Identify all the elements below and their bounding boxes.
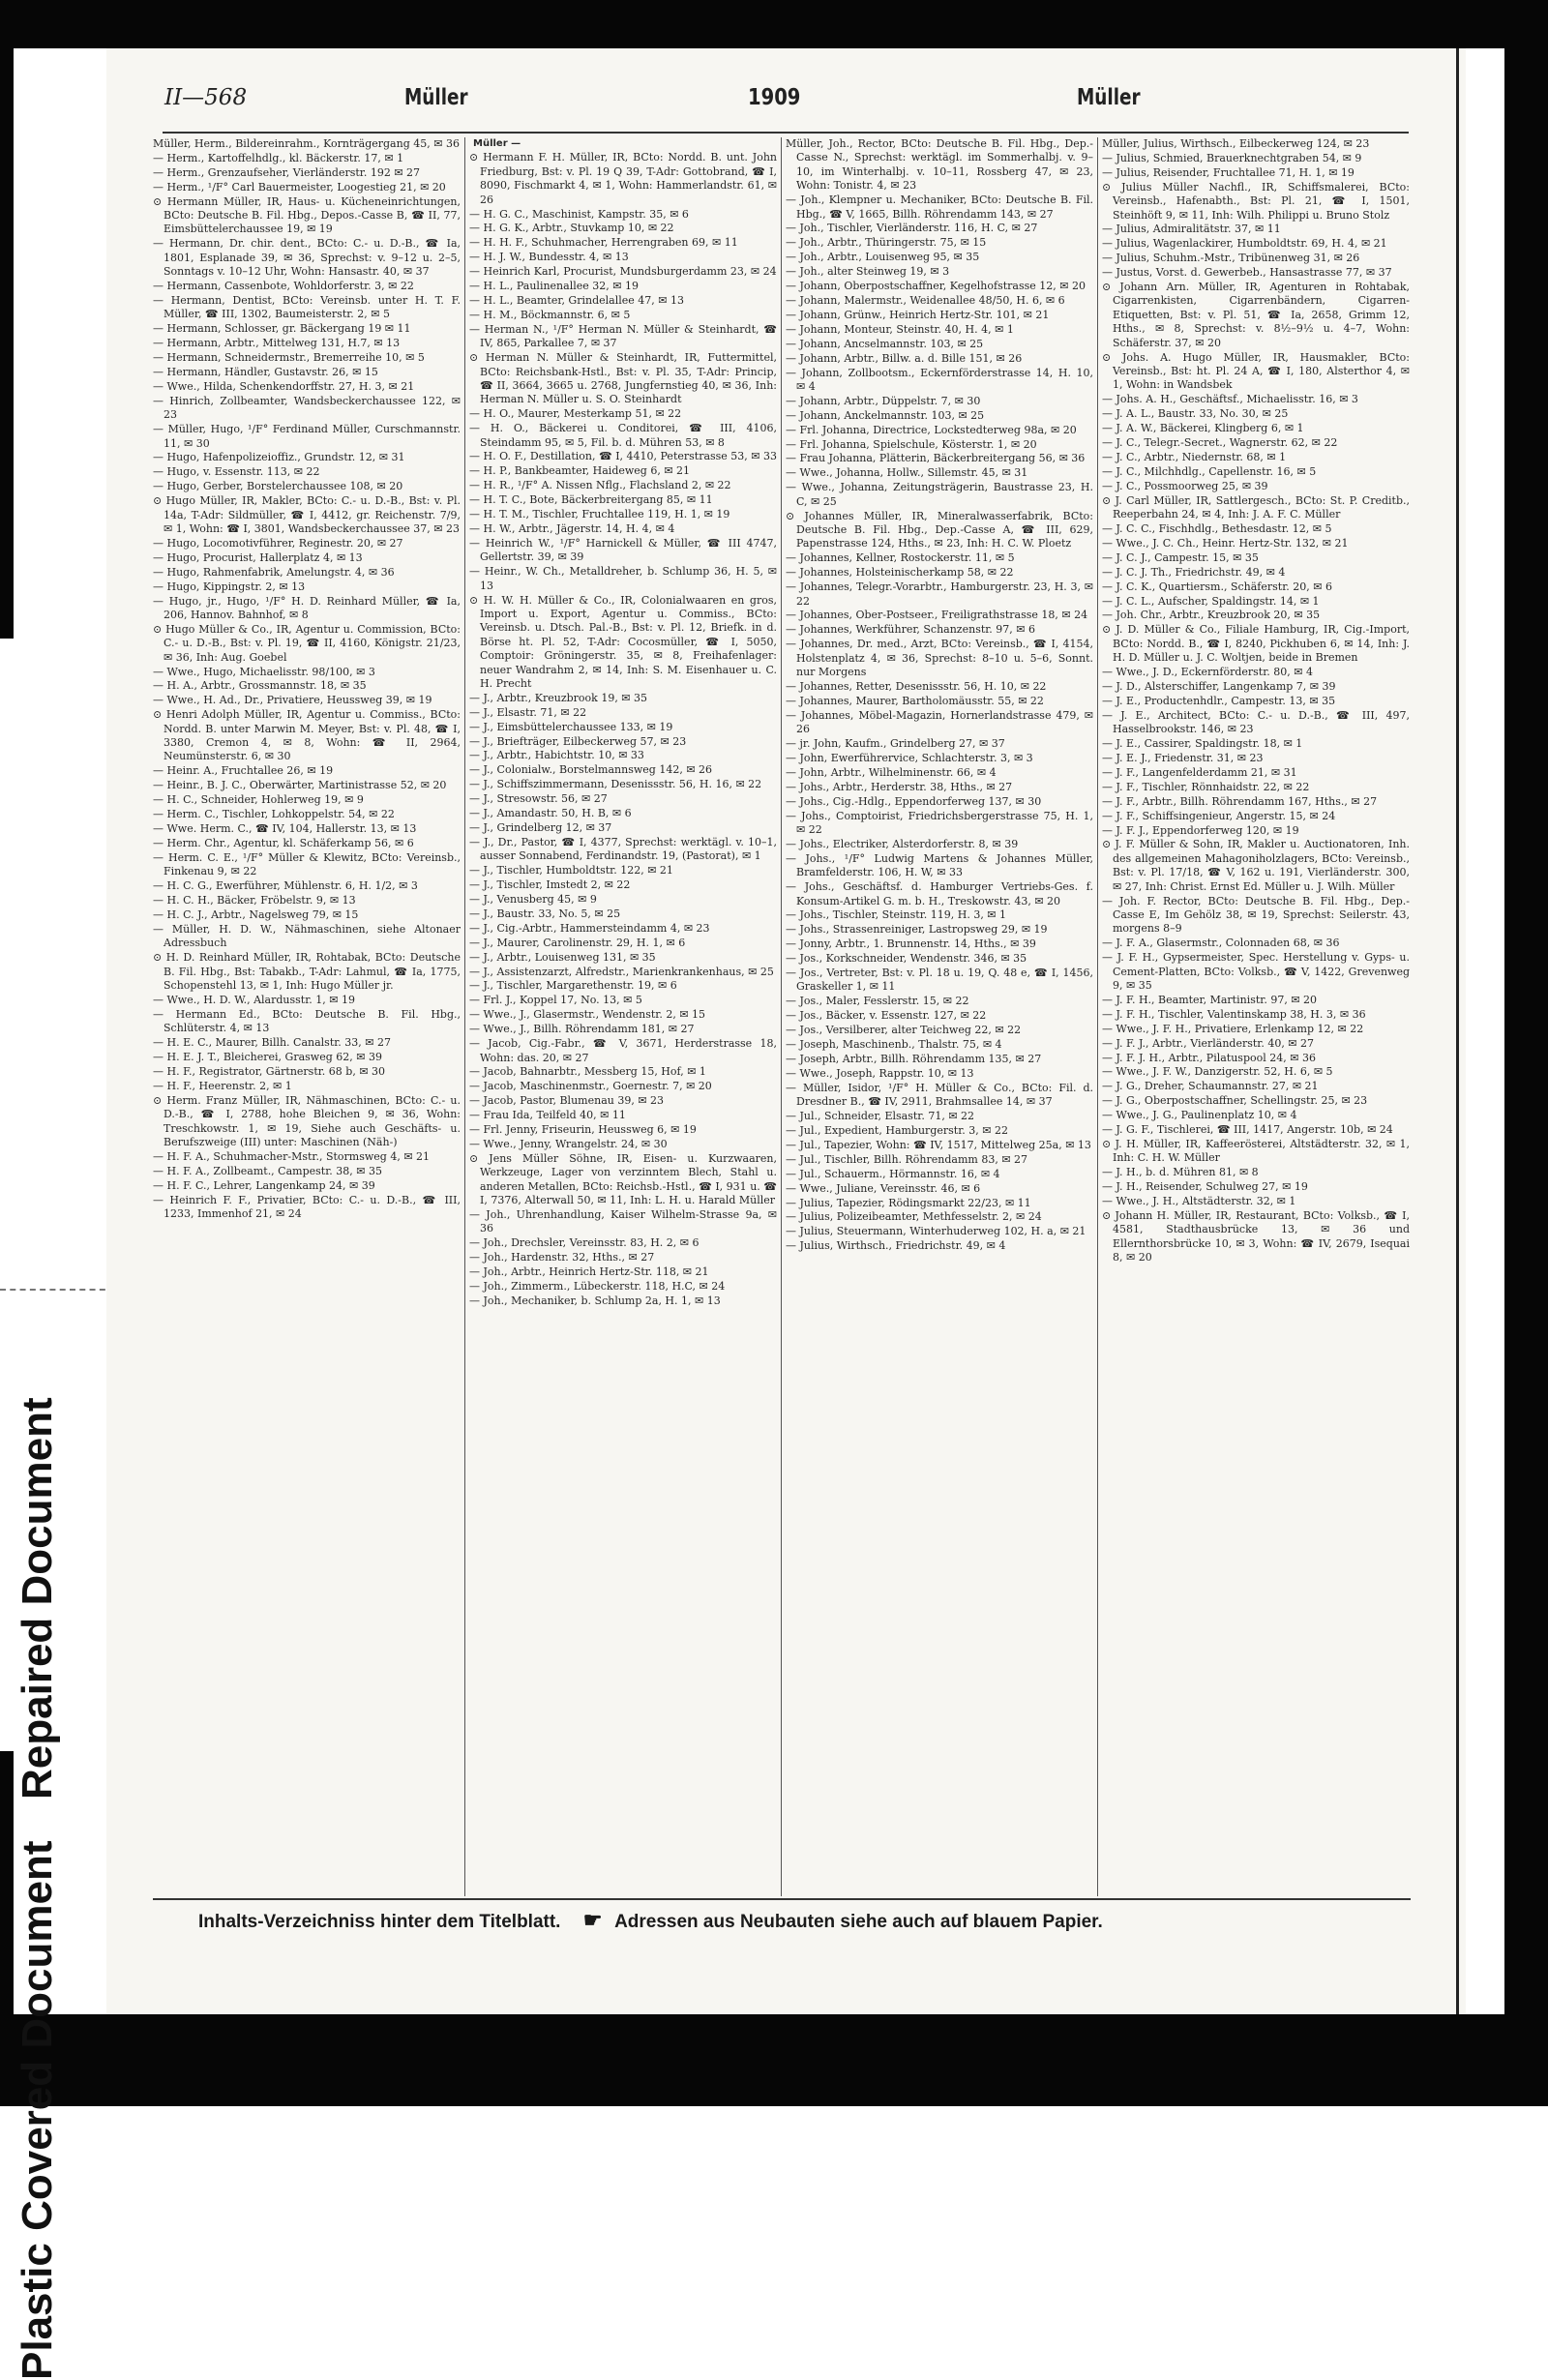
directory-entry: — H. G. C., Maschinist, Kampstr. 35, ✉ 6 <box>469 208 777 222</box>
directory-entry: — J., Dr., Pastor, ☎ I, 4377, Sprechst: werktägl. v. 10–1, ausser Sonnabend, Ferdinandstr. 19, (Pastorat), ✉ 1 <box>469 836 777 864</box>
header-surname-left: Müller <box>404 85 468 110</box>
directory-entry: — Hermann, Händler, Gustavstr. 26, ✉ 15 <box>153 366 461 379</box>
directory-entry: — J. C. C., Fischhdlg., Bethesdastr. 12, ✉ 5 <box>1102 522 1410 536</box>
directory-entry: — Johann, Monteur, Steinstr. 40, H. 4, ✉ 1 <box>786 323 1093 337</box>
directory-entry: — Jul., Schneider, Elsastr. 71, ✉ 22 <box>786 1110 1093 1123</box>
directory-entry: ⊙ Johannes Müller, IR, Mineralwasserfabrik, BCto: Deutsche B. Fil. Hbg., Dep.-Casse A, ☎ III, 629, Papenstrasse 124, Hths., ✉ 23, Inh: H. C. W. Ploetz <box>786 510 1093 551</box>
directory-entry: — Jos., Bäcker, v. Essenstr. 127, ✉ 22 <box>786 1009 1093 1023</box>
directory-entry: — Jul., Schauerm., Hörmannstr. 16, ✉ 4 <box>786 1168 1093 1181</box>
directory-entry: — Hugo, Procurist, Hallerplatz 4, ✉ 13 <box>153 551 461 565</box>
directory-entry: — Heinrich Karl, Procurist, Mundsburgerdamm 23, ✉ 24 <box>469 265 777 279</box>
directory-entry: — Frl. Johanna, Spielschule, Kösterstr. 1, ✉ 20 <box>786 438 1093 452</box>
directory-entry: — J., Tischler, Humboldtstr. 122, ✉ 21 <box>469 864 777 878</box>
directory-entry: — Johs., Tischler, Steinstr. 119, H. 3, ✉ 1 <box>786 908 1093 922</box>
directory-entry: — Julius, Steuermann, Winterhuderweg 102, H. a, ✉ 21 <box>786 1225 1093 1238</box>
directory-entry: — Joh., Arbtr., Louisenweg 95, ✉ 35 <box>786 251 1093 264</box>
directory-entry: — Joh., Klempner u. Mechaniker, BCto: Deutsche B. Fil. Hbg., ☎ V, 1665, Billh. Röhrendamm 143, ✉ 27 <box>786 193 1093 222</box>
directory-entry: — Joh., Drechsler, Vereinsstr. 83, H. 2, ✉ 6 <box>469 1236 777 1250</box>
directory-entry: ⊙ Herm. Franz Müller, IR, Nähmaschinen, BCto: C.- u. D.-B., ☎ I, 2788, hohe Bleichen 9, ✉ 36, Wohn: Treschkowstr. 1, ✉ 19, Siehe auch Geschäfts- u. Berufszweige (III) unter: Maschinen (Näh-) <box>153 1094 461 1150</box>
directory-entry: — Johannes, Möbel-Magazin, Hornerlandstrasse 479, ✉ 26 <box>786 709 1093 737</box>
directory-entry: — J. E., Cassirer, Spaldingstr. 18, ✉ 1 <box>1102 737 1410 751</box>
directory-entry: — Johannes, Retter, Desenissstr. 56, H. 10, ✉ 22 <box>786 680 1093 694</box>
column-divider <box>781 137 782 1896</box>
directory-entry: ⊙ J. Carl Müller, IR, Sattlergesch., BCto: St. P. Creditb., Reeperbahn 24, ✉ 4, Inh: J. A. F. C. Müller <box>1102 494 1410 522</box>
directory-entry: — Frl. Jenny, Friseurin, Heussweg 6, ✉ 19 <box>469 1123 777 1137</box>
directory-entry: — Julius, Tapezier, Rödingsmarkt 22/23, ✉ 11 <box>786 1197 1093 1210</box>
directory-entry: — Jacob, Pastor, Blumenau 39, ✉ 23 <box>469 1094 777 1108</box>
directory-entry: — J. F., Tischler, Rönnhaidstr. 22, ✉ 22 <box>1102 781 1410 794</box>
directory-entry: — Johann, Malermstr., Weidenallee 48/50, H. 6, ✉ 6 <box>786 294 1093 308</box>
directory-entry: — H. A., Arbtr., Grossmannstr. 18, ✉ 35 <box>153 679 461 693</box>
directory-entry: — H. L., Beamter, Grindelallee 47, ✉ 13 <box>469 294 777 308</box>
directory-entry: — Frau Ida, Teilfeld 40, ✉ 11 <box>469 1109 777 1122</box>
scan-border-bottom <box>0 2014 1548 2106</box>
directory-entry: — H. F. A., Zollbeamt., Campestr. 38, ✉ 35 <box>153 1165 461 1178</box>
directory-entry: ⊙ J. D. Müller & Co., Filiale Hamburg, IR, Cig.-Import, BCto: Nordd. B., ☎ I, 8240, Pickhuben 6, ✉ 14, Inh: J. H. D. Müller u. J. C. Woltjen, beide in Bremen <box>1102 623 1410 665</box>
directory-entry: — J., Assistenzarzt, Alfredstr., Marienkrankenhaus, ✉ 25 <box>469 966 777 979</box>
directory-entry: ⊙ J. H. Müller, IR, Kaffeerösterei, Altstädterstr. 32, ✉ 1, Inh: C. H. W. Müller <box>1102 1138 1410 1166</box>
directory-entry: — H. T. M., Tischler, Fruchtallee 119, H. 1, ✉ 19 <box>469 508 777 521</box>
directory-entry: — Hermann, Arbtr., Mittelweg 131, H.7, ✉ 13 <box>153 337 461 350</box>
directory-entry: — Johannes, Ober-Postseer., Freiligrathstrasse 18, ✉ 24 <box>786 609 1093 622</box>
directory-entry: — J. F., Arbtr., Billh. Röhrendamm 167, Hths., ✉ 27 <box>1102 795 1410 809</box>
directory-entry: — J., Tischler, Imstedt 2, ✉ 22 <box>469 878 777 892</box>
directory-entry: — Heinrich F. F., Privatier, BCto: C.- u. D.-B., ☎ III, 1233, Immenhof 21, ✉ 24 <box>153 1194 461 1222</box>
directory-entry: ⊙ Hermann F. H. Müller, IR, BCto: Nordd. B. unt. John Friedburg, Bst: v. Pl. 19 Q 39, T-Adr: Gottobrand, ☎ I, 8090, Fischmarkt 4, ✉ 1, Wohn: Hammerlandstr. 61, ✉ 26 <box>469 151 777 207</box>
directory-entry: — J. C., Arbtr., Niedernstr. 68, ✉ 1 <box>1102 451 1410 464</box>
directory-entry: — Heinrich W., ¹/F° Harnickell & Müller, ☎ III 4747, Gellertstr. 39, ✉ 39 <box>469 537 777 565</box>
directory-entry: — Jos., Maler, Fesslerstr. 15, ✉ 22 <box>786 995 1093 1008</box>
directory-entry: — Joh., Hardenstr. 32, Hths., ✉ 27 <box>469 1251 777 1264</box>
directory-entry: — Hugo, Hafenpolizeioffiz., Grundstr. 12, ✉ 31 <box>153 451 461 464</box>
directory-entry: — J., Cig.-Arbtr., Hammersteindamm 4, ✉ 23 <box>469 922 777 936</box>
directory-entry: — Frl. Johanna, Directrice, Lockstedterweg 98a, ✉ 20 <box>786 424 1093 437</box>
directory-entry: — J., Colonialw., Borstelmannsweg 142, ✉ 26 <box>469 763 777 777</box>
directory-entry: — J. F. J. H., Arbtr., Pilatuspool 24, ✉ 36 <box>1102 1052 1410 1065</box>
directory-entry: — Hugo, v. Essenstr. 113, ✉ 22 <box>153 465 461 479</box>
directory-entry: — Julius, Polizeibeamter, Methfesselstr. 2, ✉ 24 <box>786 1210 1093 1224</box>
directory-entry: — H. E. J. T., Bleicherei, Grasweg 62, ✉ 39 <box>153 1051 461 1064</box>
directory-entry: — Heinr., W. Ch., Metalldreher, b. Schlump 36, H. 5, ✉ 13 <box>469 565 777 593</box>
directory-entry: — J. H., b. d. Mühren 81, ✉ 8 <box>1102 1166 1410 1179</box>
page-binding-line <box>1456 48 1459 2014</box>
directory-entry: ⊙ Henri Adolph Müller, IR, Agentur u. Commiss., BCto: Nordd. B. unter Marwin M. Meyer, Bst: v. Pl. 48, ☎ I, 3380, Cremon 4, ✉ 8, Wohn: ☎ II, 2964, Neumünsterstr. 6, ✉ 30 <box>153 708 461 764</box>
directory-entry: — H. M., Böckmannstr. 6, ✉ 5 <box>469 309 777 322</box>
directory-entry: — Wwe., J. H., Altstädterstr. 32, ✉ 1 <box>1102 1195 1410 1208</box>
directory-entry: — J. E., Productenhdlr., Campestr. 13, ✉ 35 <box>1102 695 1410 708</box>
directory-entry: — Johannes, Dr. med., Arzt, BCto: Vereinsb., ☎ I, 4154, Holstenplatz 4, ✉ 36, Sprechst: 8–10 u. 5–6, Sonnt. nur Morgens <box>786 638 1093 679</box>
directory-entry: — Wwe., Johanna, Hollw., Sillemstr. 45, ✉ 31 <box>786 466 1093 480</box>
directory-entry: — J. C., Milchhdlg., Capellenstr. 16, ✉ 5 <box>1102 465 1410 479</box>
directory-entry: — Johann, Ancselmannstr. 103, ✉ 25 <box>786 338 1093 351</box>
directory-entry: — Johs., Arbtr., Herderstr. 38, Hths., ✉ 27 <box>786 781 1093 794</box>
directory-entry: — Hermann Ed., BCto: Deutsche B. Fil. Hbg., Schlüterstr. 4, ✉ 13 <box>153 1008 461 1036</box>
directory-entry: — Hinrich, Zollbeamter, Wandsbeckerchaussee 122, ✉ 23 <box>153 395 461 423</box>
directory-entry: — J. A. L., Baustr. 33, No. 30, ✉ 25 <box>1102 407 1410 421</box>
directory-entry: — Julius, Schmied, Brauerknechtgraben 54, ✉ 9 <box>1102 152 1410 165</box>
directory-entry: — Johannes, Kellner, Rostockerstr. 11, ✉ 5 <box>786 551 1093 565</box>
directory-entry: — Hermann, Dr. chir. dent., BCto: C.- u. D.-B., ☎ Ia, 1801, Esplanade 39, ✉ 36, Sprechst: v. 9–12 u. 2–5, Sonntags v. 10–12 Uhr, Wohn: Hansastr. 40, ✉ 37 <box>153 237 461 279</box>
directory-entry: — Johannes, Werkführer, Schanzenstr. 97, ✉ 6 <box>786 623 1093 637</box>
directory-entry: ⊙ J. F. Müller & Sohn, IR, Makler u. Auctionatoren, Inh. des allgemeinen Mahagoniholzlagers, BCto: Vereinsb., Bst: v. Pl. 17/18, ☎ V, 162 u. 191, Vierländerstr. 300, ✉ 27, Inh: Christ. Ernst Ed. Müller u. J. Wilh. Müller <box>1102 838 1410 894</box>
directory-entry: — H. F. A., Schuhmacher-Mstr., Stormsweg 4, ✉ 21 <box>153 1150 461 1164</box>
directory-entry: — H. C. G., Ewerführer, Mühlenstr. 6, H. 1/2, ✉ 3 <box>153 879 461 893</box>
directory-entry: — H. R., ¹/F° A. Nissen Nflg., Flachsland 2, ✉ 22 <box>469 479 777 492</box>
directory-columns <box>153 137 1411 1896</box>
directory-entry: ⊙ H. D. Reinhard Müller, IR, Rohtabak, BCto: Deutsche B. Fil. Hbg., Bst: Tabakb., T-Adr: Lahmul, ☎ Ia, 1775, Schopenstehl 13, ✉ 1, Inh: Hugo Müller jr. <box>153 951 461 993</box>
directory-entry: — H. C. H., Bäcker, Fröbelstr. 9, ✉ 13 <box>153 894 461 907</box>
directory-entry: — Julius, Reisender, Fruchtallee 71, H. 1, ✉ 19 <box>1102 166 1410 180</box>
directory-entry: — Wwe., Hugo, Michaelisstr. 98/100, ✉ 3 <box>153 666 461 679</box>
directory-entry: — jr. John, Kaufm., Grindelberg 27, ✉ 37 <box>786 737 1093 751</box>
directory-entry: — Hermann, Dentist, BCto: Vereinsb. unter H. T. F. Müller, ☎ III, 1302, Baumeisterstr. 2, ✉ 5 <box>153 294 461 322</box>
directory-entry: — Wwe., Jenny, Wrangelstr. 24, ✉ 30 <box>469 1138 777 1151</box>
directory-entry: — Wwe., J. D., Eckernförderstr. 80, ✉ 4 <box>1102 666 1410 679</box>
directory-entry: — J., Eimsbüttelerchaussee 133, ✉ 19 <box>469 721 777 734</box>
directory-entry: — Wwe., Johanna, Zeitungsträgerin, Baustrasse 23, H. C, ✉ 25 <box>786 481 1093 509</box>
directory-entry: — Jos., Korkschneider, Wendenstr. 346, ✉ 35 <box>786 952 1093 966</box>
directory-entry: — J., Schiffszimmermann, Desenissstr. 56, H. 16, ✉ 22 <box>469 778 777 791</box>
directory-entry: — J., Arbtr., Kreuzbrook 19, ✉ 35 <box>469 692 777 705</box>
directory-entry: — Joh., Mechaniker, b. Schlump 2a, H. 1, ✉ 13 <box>469 1294 777 1308</box>
directory-entry: — J., Amandastr. 50, H. B, ✉ 6 <box>469 807 777 820</box>
directory-entry: — Heinr., B. J. C., Oberwärter, Martinistrasse 52, ✉ 20 <box>153 779 461 792</box>
directory-entry: — John, Arbtr., Wilhelminenstr. 66, ✉ 4 <box>786 766 1093 780</box>
column-2-continuation-head: Müller — <box>469 137 777 151</box>
directory-entry: — J. F. A., Glasermstr., Colonnaden 68, ✉ 36 <box>1102 937 1410 950</box>
directory-entry: — J. C. L., Aufscher, Spaldingstr. 14, ✉ 1 <box>1102 595 1410 609</box>
directory-entry: — J. C. K., Quartiersm., Schäferstr. 20, ✉ 6 <box>1102 580 1410 594</box>
directory-entry: — J., Briefträger, Eilbeckerweg 57, ✉ 23 <box>469 735 777 749</box>
header-year: 1909 <box>748 85 800 110</box>
directory-entry: — Frl. J., Koppel 17, No. 13, ✉ 5 <box>469 994 777 1007</box>
directory-entry: — H. W., Arbtr., Jägerstr. 14, H. 4, ✉ 4 <box>469 522 777 536</box>
directory-entry: — Johs., Strassenreiniger, Lastropsweg 29, ✉ 19 <box>786 923 1093 937</box>
directory-entry: — J. F. H., Gypsermeister, Spec. Herstellung v. Gyps- u. Cement-Platten, BCto: Volksb., ☎ V, 1422, Grevenweg 9, ✉ 35 <box>1102 951 1410 993</box>
directory-entry: — Julius, Schuhm.-Mstr., Tribünenweg 31, ✉ 26 <box>1102 252 1410 265</box>
directory-entry: — J. F., Schiffsingenieur, Angerstr. 15, ✉ 24 <box>1102 810 1410 823</box>
directory-entry: — J., Venusberg 45, ✉ 9 <box>469 893 777 907</box>
directory-entry: — J. C. J., Campestr. 15, ✉ 35 <box>1102 551 1410 565</box>
directory-entry: — H. C. J., Arbtr., Nagelsweg 79, ✉ 15 <box>153 908 461 922</box>
directory-entry: — Joh., Arbtr., Thüringerstr. 75, ✉ 15 <box>786 236 1093 250</box>
directory-entry: — Wwe., Joseph, Rappstr. 10, ✉ 13 <box>786 1067 1093 1081</box>
directory-entry: — Wwe., J. G., Paulinenplatz 10, ✉ 4 <box>1102 1109 1410 1122</box>
directory-entry: — Joseph, Maschinenb., Thalstr. 75, ✉ 4 <box>786 1038 1093 1052</box>
footer-divider <box>153 1898 1411 1900</box>
directory-entry: — J., Tischler, Margarethenstr. 19, ✉ 6 <box>469 979 777 993</box>
directory-entry: — Wwe., J., Glasermstr., Wendenstr. 2, ✉ 15 <box>469 1008 777 1022</box>
directory-entry: — Joh., Tischler, Vierländerstr. 116, H. C, ✉ 27 <box>786 222 1093 235</box>
column-divider <box>464 137 465 1896</box>
directory-entry: — Joh. Chr., Arbtr., Kreuzbrook 20, ✉ 35 <box>1102 609 1410 622</box>
directory-entry: ⊙ Herman N. Müller & Steinhardt, IR, Futtermittel, BCto: Reichsbank-Hstl., Bst: v. Pl. 35, T-Adr: Princip, ☎ II, 3664, 3665 u. 2768, Jungfernstieg 40, ✉ 36, Inh: Herman N. Müller u. S. O. Steinhardt <box>469 351 777 407</box>
directory-entry: — J. F. J., Eppendorferweg 120, ✉ 19 <box>1102 824 1410 838</box>
directory-entry: — Johs., Comptoirist, Friedrichsbergerstrasse 75, H. 1, ✉ 22 <box>786 810 1093 838</box>
directory-entry: — Wwe., H. Ad., Dr., Privatiere, Heussweg 39, ✉ 19 <box>153 694 461 707</box>
directory-entry: — Joh., Arbtr., Heinrich Hertz-Str. 118, ✉ 21 <box>469 1265 777 1279</box>
directory-entry: — Jacob, Maschinenmstr., Goernestr. 7, ✉ 20 <box>469 1080 777 1093</box>
page-footer <box>198 1908 1408 1937</box>
header-divider <box>163 132 1409 134</box>
directory-entry: Müller, Julius, Wirthsch., Eilbeckerweg 124, ✉ 23 <box>1102 137 1410 151</box>
directory-entry: — J. C., Possmoorweg 25, ✉ 39 <box>1102 480 1410 493</box>
directory-entry: — J. F. H., Tischler, Valentinskamp 38, H. 3, ✉ 36 <box>1102 1008 1410 1022</box>
directory-entry: — H. L., Paulinenallee 32, ✉ 19 <box>469 280 777 293</box>
directory-entry: — Jul., Tapezier, Wohn: ☎ IV, 1517, Mittelweg 25a, ✉ 13 <box>786 1139 1093 1152</box>
page-number: II—568 <box>164 85 247 110</box>
directory-entry: — H. J. W., Bundesstr. 4, ✉ 13 <box>469 251 777 264</box>
directory-entry: — J., Stresowstr. 56, ✉ 27 <box>469 792 777 806</box>
sticker-label-plastic-covered: Plastic Covered Document <box>14 1841 62 2380</box>
directory-entry: — Johann, Arbtr., Düppelstr. 7, ✉ 30 <box>786 395 1093 408</box>
directory-entry: — Herman N., ¹/F° Herman N. Müller & Steinhardt, ☎ IV, 865, Parkallee 7, ✉ 37 <box>469 323 777 351</box>
sticker-label-repaired: Repaired Document <box>14 1397 62 1800</box>
directory-entry: — Wwe. Herm. C., ☎ IV, 104, Hallerstr. 13, ✉ 13 <box>153 822 461 836</box>
directory-entry: — Herm., ¹/F° Carl Bauermeister, Loogestieg 21, ✉ 20 <box>153 181 461 194</box>
directory-entry: — Herm. Chr., Agentur, kl. Schäferkamp 56, ✉ 6 <box>153 837 461 850</box>
directory-entry: — Hugo, Locomotivführer, Reginestr. 20, ✉ 27 <box>153 537 461 550</box>
directory-entry: ⊙ Julius Müller Nachfl., IR, Schiffsmalerei, BCto: Vereinsb., Hafenabth., Bst: Pl. 21, ☎ I, 1501, Steinhöft 9, ✉ 11, Inh: Wilh. Philippi u. Bruno Stolz <box>1102 181 1410 223</box>
directory-entry: — Wwe., Hilda, Schenkendorffstr. 27, H. 3, ✉ 21 <box>153 380 461 394</box>
directory-entry: — Herm., Kartoffelhdlg., kl. Bäckerstr. 17, ✉ 1 <box>153 152 461 165</box>
directory-entry: — Johs. A. H., Geschäftsf., Michaelisstr. 16, ✉ 3 <box>1102 393 1410 406</box>
scan-border-top <box>0 0 1548 48</box>
directory-entry: — Johann, Zollbootsm., Eckernförderstrasse 14, H. 10, ✉ 4 <box>786 367 1093 395</box>
directory-entry: — Johs., ¹/F° Ludwig Martens & Johannes Müller, Bramfelderstr. 106, H. W, ✉ 33 <box>786 852 1093 880</box>
directory-entry: — Joh., Uhrenhandlung, Kaiser Wilhelm-Strasse 9a, ✉ 36 <box>469 1208 777 1236</box>
directory-entry: — Hermann, Schneidermstr., Bremerreihe 10, ✉ 5 <box>153 351 461 365</box>
directory-entry: — H. P., Bankbeamter, Haideweg 6, ✉ 21 <box>469 464 777 478</box>
directory-entry: — Müller, H. D. W., Nähmaschinen, siehe Altonaer Adressbuch <box>153 923 461 951</box>
directory-entry: — Wwe., J. F. W., Danzigerstr. 52, H. 6, ✉ 5 <box>1102 1065 1410 1079</box>
directory-entry: — Johs., Geschäftsf. d. Hamburger Vertriebs-Ges. f. Konsum-Artikel G. m. b. H., Treskowstr. 43, ✉ 20 <box>786 880 1093 908</box>
directory-entry: — J. E. J., Friedenstr. 31, ✉ 23 <box>1102 752 1410 765</box>
directory-entry: — J. G., Dreher, Schaumannstr. 27, ✉ 21 <box>1102 1080 1410 1093</box>
directory-entry: — H. O. F., Destillation, ☎ I, 4410, Peterstrasse 53, ✉ 33 <box>469 450 777 463</box>
directory-entry: — Herm., Grenzaufseher, Vierländerstr. 192 ✉ 27 <box>153 166 461 180</box>
directory-entry: — J., Baustr. 33, No. 5, ✉ 25 <box>469 907 777 921</box>
directory-entry: — Johann, Arbtr., Billw. a. d. Bille 151, ✉ 26 <box>786 352 1093 366</box>
directory-entry: — H. F., Heerenstr. 2, ✉ 1 <box>153 1080 461 1093</box>
directory-entry: — Johann, Anckelmannstr. 103, ✉ 25 <box>786 409 1093 423</box>
directory-entry: — Hugo, Kippingstr. 2, ✉ 13 <box>153 580 461 594</box>
column-3 <box>786 137 1093 1896</box>
directory-entry: — Frau Johanna, Plätterin, Bäckerbreitergang 56, ✉ 36 <box>786 452 1093 465</box>
directory-entry: — Hermann, Schlosser, gr. Bäckergang 19 ✉ 11 <box>153 322 461 336</box>
directory-entry: — J., Arbtr., Habichtstr. 10, ✉ 33 <box>469 749 777 762</box>
directory-entry: — H. F. C., Lehrer, Langenkamp 24, ✉ 39 <box>153 1179 461 1193</box>
directory-entry: — J., Elsastr. 71, ✉ 22 <box>469 706 777 720</box>
directory-entry: — Joh., Zimmerm., Lübeckerstr. 118, H.C, ✉ 24 <box>469 1280 777 1294</box>
directory-entry: — Johann, Oberpostschaffner, Kegelhofstrasse 12, ✉ 20 <box>786 280 1093 293</box>
directory-entry: — Hugo, Rahmenfabrik, Amelungstr. 4, ✉ 36 <box>153 566 461 580</box>
directory-entry: — Wwe., J. F. H., Privatiere, Erlenkamp 12, ✉ 22 <box>1102 1023 1410 1036</box>
directory-entry: — Johs., Cig.-Hdlg., Eppendorferweg 137, ✉ 30 <box>786 795 1093 809</box>
directory-entry: — J., Maurer, Carolinenstr. 29, H. 1, ✉ 6 <box>469 937 777 950</box>
directory-entry: — J. G. F., Tischlerei, ☎ III, 1417, Angerstr. 10b, ✉ 24 <box>1102 1123 1410 1137</box>
directory-entry: — Johannes, Telegr.-Vorarbtr., Hamburgerstr. 23, H. 3, ✉ 22 <box>786 580 1093 609</box>
directory-entry: — Müller, Isidor, ¹/F° H. Müller & Co., BCto: Fil. d. Dresdner B., ☎ IV, 2911, Brahmsallee 14, ✉ 37 <box>786 1082 1093 1110</box>
directory-entry: ⊙ Johs. A. Hugo Müller, IR, Hausmakler, BCto: Vereinsb., Bst: ht. Pl. 24 A, ☎ I, 180, Alsterthor 4, ✉ 1, Wohn: in Wandsbek <box>1102 351 1410 393</box>
column-1 <box>153 137 461 1896</box>
footer-index-note: Inhalts-Verzeichniss hinter dem Titelblatt. <box>198 1912 560 1932</box>
directory-entry: — Herm. C., Tischler, Lohkoppelstr. 54, ✉ 22 <box>153 808 461 821</box>
directory-entry: — J. D., Alsterschiffer, Langenkamp 7, ✉ 39 <box>1102 680 1410 694</box>
directory-entry: ⊙ Hugo Müller, IR, Makler, BCto: C.- u. D.-B., Bst: v. Pl. 14a, T-Adr: Sildmüller, ☎ I, 4412, gr. Reichenstr. 7/9, ✉ 1, Wohn: ☎ I, 3801, Wandsbeckerchaussee 37, ✉ 23 <box>153 494 461 536</box>
directory-entry: ⊙ Jens Müller Söhne, IR, Eisen- u. Kurzwaaren, Werkzeuge, Lager von verzinntem Blech, Stahl u. anderen Metallen, BCto: Reichsb.-Hstl., ☎ I, 931 u. ☎ I, 7376, Alterwall 50, ✉ 11, Inh: L. H. u. Harald Müller <box>469 1152 777 1208</box>
directory-entry: — Julius, Wirthsch., Friedrichstr. 49, ✉ 4 <box>786 1239 1093 1253</box>
directory-entry: — John, Ewerführervice, Schlachterstr. 3, ✉ 3 <box>786 752 1093 765</box>
directory-entry: — J. F., Langenfelderdamm 21, ✉ 31 <box>1102 766 1410 780</box>
directory-page <box>106 48 1466 2014</box>
pointing-hand-icon: ☛ <box>583 1908 603 1933</box>
directory-entry: — Herm. C. E., ¹/F° Müller & Klewitz, BCto: Vereinsb., Finkenau 9, ✉ 22 <box>153 851 461 879</box>
directory-entry: — Jos., Vertreter, Bst: v. Pl. 18 u. 19, Q. 48 e, ☎ I, 1456, Graskeller 1, ✉ 11 <box>786 967 1093 995</box>
directory-entry: — Jacob, Cig.-Fabr., ☎ V, 3671, Herderstrasse 18, Wohn: das. 20, ✉ 27 <box>469 1037 777 1065</box>
directory-entry: — Wwe., Juliane, Vereinsstr. 46, ✉ 6 <box>786 1182 1093 1196</box>
directory-entry: — Joh., alter Steinweg 19, ✉ 3 <box>786 265 1093 279</box>
directory-entry: Müller, Joh., Rector, BCto: Deutsche B. Fil. Hbg., Dep.-Casse N., Sprechst: werktägl. im Sommerhalbj. v. 9–10, im Winterhalbj. v. 10–11, Rossberg 47, ✉ 23, Wohn: Tonistr. 4, ✉ 23 <box>786 137 1093 193</box>
directory-entry: ⊙ H. W. H. Müller & Co., IR, Colonialwaaren en gros, Import u. Export, Agentur u. Commiss., BCto: Vereinsb. u. Dtsch. Pal.-B., Bst: v. Pl. 12, Briefk. in d. Börse ht. Pl. 52, T-Adr: Cocosmüller, ☎ I, 5050, Comptoir: Gröningerstr. 35, ✉ 8, Freihafenlager: neuer Wandrahm 2, ✉ 14, Inh: S. M. Eisenhauer u. C. H. Precht <box>469 594 777 692</box>
directory-entry: — H. T. C., Bote, Bäckerbreitergang 85, ✉ 11 <box>469 493 777 507</box>
directory-entry: — Johs., Electriker, Alsterdorferstr. 8, ✉ 39 <box>786 838 1093 851</box>
directory-entry: — H. G. K., Arbtr., Stuvkamp 10, ✉ 22 <box>469 222 777 235</box>
directory-entry: Müller, Herm., Bildereinrahm., Kornträgergang 45, ✉ 36 <box>153 137 461 151</box>
directory-entry: — H. E. C., Maurer, Billh. Canalstr. 33, ✉ 27 <box>153 1036 461 1050</box>
directory-entry: ⊙ Johann H. Müller, IR, Restaurant, BCto: Volksb., ☎ I, 4581, Stadthausbrücke 13, ✉ 36 und Ellernthorsbrücke 10, ✉ 3, Wohn: ☎ IV, 2679, Isequai 8, ✉ 20 <box>1102 1209 1410 1265</box>
scan-border-right <box>1504 0 1548 2106</box>
directory-entry: — J. C. J. Th., Friedrichstr. 49, ✉ 4 <box>1102 566 1410 580</box>
column-4 <box>1102 137 1410 1896</box>
directory-entry: — Johannes, Holsteinischerkamp 58, ✉ 22 <box>786 566 1093 580</box>
directory-entry: — Jacob, Bahnarbtr., Messberg 15, Hof, ✉ 1 <box>469 1065 777 1079</box>
directory-entry: — Joh. F. Rector, BCto: Deutsche B. Fil. Hbg., Dep.-Casse E, Im Gehölz 38, ✉ 19, Sprechst: Seilerstr. 43, morgens 8–9 <box>1102 895 1410 937</box>
directory-entry: — J., Grindelberg 12, ✉ 37 <box>469 821 777 835</box>
directory-entry: — J. F. J., Arbtr., Vierländerstr. 40, ✉ 27 <box>1102 1037 1410 1051</box>
directory-entry: — H. O., Maurer, Mesterkamp 51, ✉ 22 <box>469 407 777 421</box>
directory-entry: — J., Arbtr., Louisenweg 131, ✉ 35 <box>469 951 777 965</box>
header-surname-right: Müller <box>1077 85 1141 110</box>
directory-entry: — Julius, Admiralitätstr. 37, ✉ 11 <box>1102 223 1410 236</box>
directory-entry: ⊙ Hermann Müller, IR, Haus- u. Kücheneinrichtungen, BCto: Deutsche B. Fil. Hbg., Depos.-Casse B, ☎ II, 77, Eimsbüttelerchaussee 19, ✉ 19 <box>153 195 461 237</box>
column-2 <box>469 137 777 1896</box>
directory-entry: — H. H. F., Schuhmacher, Herrengraben 69, ✉ 11 <box>469 236 777 250</box>
directory-entry: — J. F. H., Beamter, Martinistr. 97, ✉ 20 <box>1102 994 1410 1007</box>
directory-entry: — Justus, Vorst. d. Gewerbeb., Hansastrasse 77, ✉ 37 <box>1102 266 1410 280</box>
side-label-sticker <box>0 639 87 1751</box>
directory-entry: — Jul., Tischler, Billh. Röhrendamm 83, ✉ 27 <box>786 1153 1093 1167</box>
directory-entry: — Johannes, Maurer, Bartholomäusstr. 55, ✉ 22 <box>786 695 1093 708</box>
directory-entry: — Jonny, Arbtr., 1. Brunnenstr. 14, Hths., ✉ 39 <box>786 937 1093 951</box>
directory-entry: — J. A. W., Bäckerei, Klingberg 6, ✉ 1 <box>1102 422 1410 435</box>
directory-entry: — Wwe., H. D. W., Alardusstr. 1, ✉ 19 <box>153 994 461 1007</box>
directory-entry: — H. F., Registrator, Gärtnerstr. 68 b, ✉ 30 <box>153 1065 461 1079</box>
directory-entry: — Julius, Wagenlackirer, Humboldtstr. 69, H. 4, ✉ 21 <box>1102 237 1410 251</box>
directory-entry: — Müller, Hugo, ¹/F° Ferdinand Müller, Curschmannstr. 11, ✉ 30 <box>153 423 461 451</box>
directory-entry: — Hugo, Gerber, Borstelerchaussee 108, ✉ 20 <box>153 480 461 493</box>
directory-entry: — Wwe., J. C. Ch., Heinr. Hertz-Str. 132, ✉ 21 <box>1102 537 1410 550</box>
directory-entry: — H. O., Bäckerei u. Conditorei, ☎ III, 4106, Steindamm 95, ✉ 5, Fil. b. d. Mühren 53, ✉ 8 <box>469 422 777 450</box>
directory-entry: — J. H., Reisender, Schulweg 27, ✉ 19 <box>1102 1180 1410 1194</box>
footer-new-buildings-note: Adressen aus Neubauten siehe auch auf blauem Papier. <box>614 1912 1103 1932</box>
directory-entry: — J. C., Telegr.-Secret., Wagnerstr. 62, ✉ 22 <box>1102 436 1410 450</box>
directory-entry: — Hermann, Cassenbote, Wohldorferstr. 3, ✉ 22 <box>153 280 461 293</box>
directory-entry: — Heinr. A., Fruchtallee 26, ✉ 19 <box>153 764 461 778</box>
directory-entry: — Jul., Expedient, Hamburgerstr. 3, ✉ 22 <box>786 1124 1093 1138</box>
directory-entry: — Johann, Grünw., Heinrich Hertz-Str. 101, ✉ 21 <box>786 309 1093 322</box>
directory-entry: — J. E., Architect, BCto: C.- u. D.-B., ☎ III, 497, Hasselbrookstr. 146, ✉ 23 <box>1102 709 1410 737</box>
page-header <box>163 85 1409 118</box>
directory-entry: — H. C., Schneider, Hohlerweg 19, ✉ 9 <box>153 793 461 807</box>
directory-entry: — Wwe., J., Billh. Röhrendamm 181, ✉ 27 <box>469 1023 777 1036</box>
directory-entry: — Joseph, Arbtr., Billh. Röhrendamm 135, ✉ 27 <box>786 1053 1093 1066</box>
directory-entry: ⊙ Johann Arn. Müller, IR, Agenturen in Rohtabak, Cigarrenkisten, Cigarrenbändern, Cigarren-Etiquetten, Bst: v. Pl. 51, ☎ Ia, 2658, Grimm 12, Hths., ✉ 8, Sprechst: v. 8½–9½ u. 4–7, Wohn: Schäferstr. 37, ✉ 20 <box>1102 281 1410 350</box>
directory-entry: — Jos., Versilberer, alter Teichweg 22, ✉ 22 <box>786 1024 1093 1037</box>
column-divider <box>1097 137 1098 1896</box>
directory-entry: — J. G., Oberpostschaffner, Schellingstr. 25, ✉ 23 <box>1102 1094 1410 1108</box>
directory-entry: ⊙ Hugo Müller & Co., IR, Agentur u. Commission, BCto: C.- u. D.-B., Bst: v. Pl. 19, ☎ II, 4160, Königstr. 21/23, ✉ 36, Inh: Aug. Goebel <box>153 623 461 665</box>
directory-entry: — Hugo, jr., Hugo, ¹/F° H. D. Reinhard Müller, ☎ Ia, 206, Hannov. Bahnhof, ✉ 8 <box>153 595 461 623</box>
